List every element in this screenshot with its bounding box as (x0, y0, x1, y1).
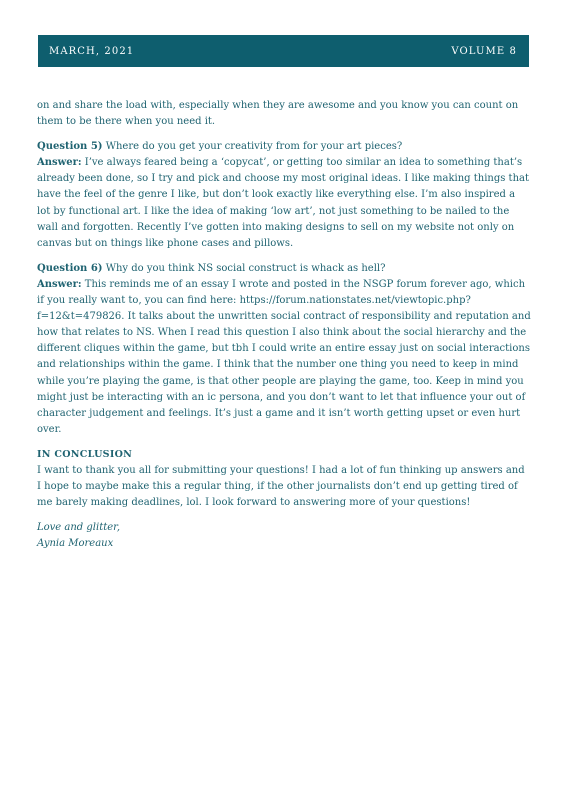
answer-5-text: I’ve always feared being a ‘copycat’, or getting too similar an idea to something that’s already been done, so I try and pick and choose my most original ideas. I like making things that have the feel of the genre I like, but don’t look exactly like everything else. I’m also inspired a lot by functional art. I like the idea of making ‘low art’, not just something to be nailed to the wall and forgotten. Recently I’ve gotten into making designs to sell on my website not only on canvas but on things like phone cases and pillows. (37, 157, 529, 249)
intro-continuation-paragraph: on and share the load with, especially when they are awesome and you know you can count on them to be there when you need it. (37, 100, 519, 128)
conclusion-heading: IN CONCLUSION (37, 448, 133, 460)
question-6-text: Why do you think NS social construct is whack as hell? (102, 262, 386, 274)
signoff-greeting: Love and glitter, (37, 522, 121, 534)
question-5-text: Where do you get your creativity from for your art pieces? (102, 141, 403, 153)
answer-6-text: This reminds me of an essay I wrote and posted in the NSGP forum forever ago, which if you really want to, you can find here: https://forum.nationstates.net/viewtopic.php? f=12&t=479826. It talks about the unwritten social contract of responsibility and reputation and how that relates to NS. When I read this question I also think about the social hierarchy and the different cliques within the game, but tbh I could write an entire essay just on social interactions and relationships within the game. I think that the number one thing you need to keep in mind while you’re playing the game, is that other people are playing the game, too. Keep in mind you might just be interacting with an ic persona, and you don’t want to let that influence your out of character judgement and feelings. It’s just a game and it isn’t worth getting upset or even hurt over. (37, 278, 531, 435)
answer-6-label: Answer: (37, 278, 82, 290)
question-6-label: Question 6) (37, 262, 103, 274)
signoff (37, 520, 531, 552)
answer-5-label: Answer: (37, 157, 82, 169)
conclusion-text: I want to thank you all for submitting your questions! I had a lot of fun thinking up answers and I hope to maybe make this a regular thing, if the other journalists don’t end up getting tired of me barely making deadlines, lol. I look forward to answering more of your questions! (37, 464, 525, 509)
issue-volume: VOLUME 8 (451, 45, 517, 57)
article-body (37, 98, 531, 552)
newsletter-header-bar (38, 35, 529, 67)
question-6-block (37, 261, 531, 438)
question-5-label: Question 5) (37, 141, 103, 153)
signoff-author: Aynia Moreaux (37, 538, 114, 550)
issue-date: MARCH, 2021 (49, 45, 135, 57)
question-5-block (37, 139, 531, 252)
conclusion-block (37, 447, 531, 511)
